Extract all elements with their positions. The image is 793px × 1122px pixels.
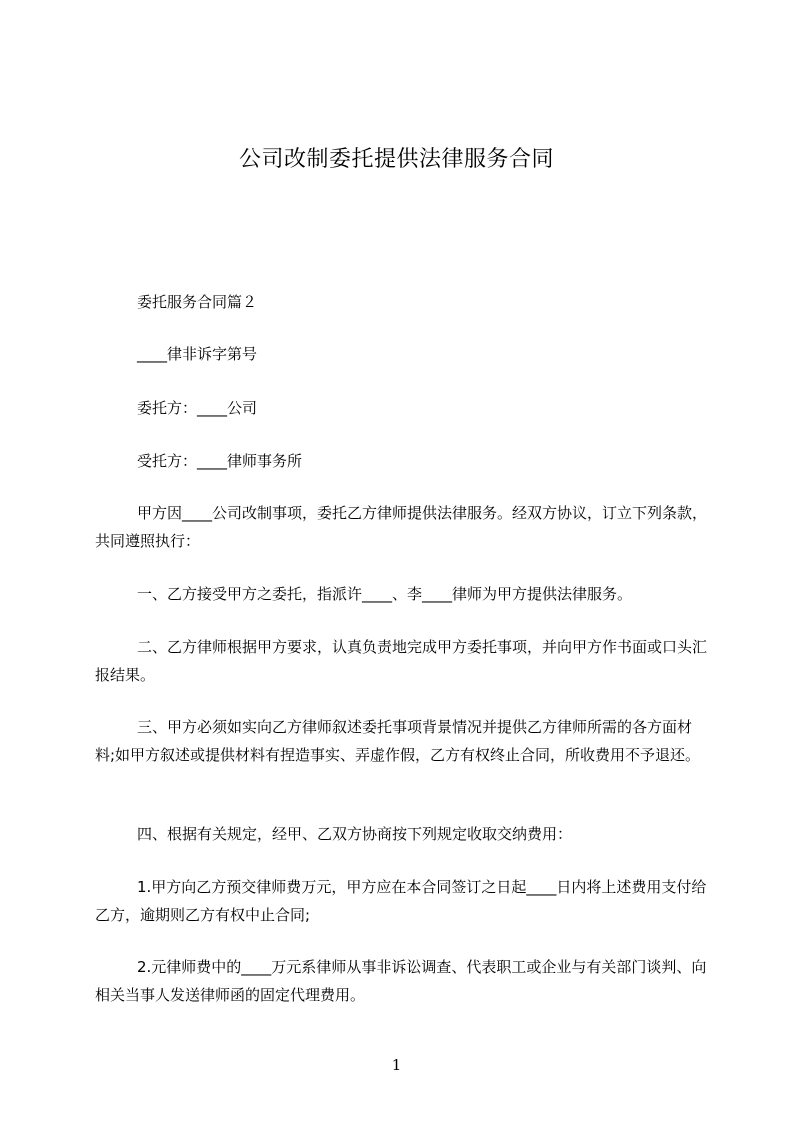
paragraph-trustee: 受托方：____律师事务所	[137, 452, 303, 470]
paragraph-clause-2: 二、乙方律师根据甲方要求，认真负责地完成甲方委托事项，并向甲方作书面或口头汇报结果。	[95, 638, 708, 684]
document-title: 公司改制委托提供法律服务合同	[238, 147, 554, 172]
paragraph-doc-number: ____律非诉字第号	[137, 345, 258, 363]
page-number: 1	[391, 1056, 402, 1074]
paragraph-intro: 甲方因____公司改制事项，委托乙方律师提供法律服务。经双方协议，订立下列条款，共同遵照执行：	[95, 504, 708, 550]
paragraph-clause-3: 三、甲方必须如实向乙方律师叙述委托事项背景情况并提供乙方律师所需的各方面材料;如甲方叙述或提供材料有捏造事实、弄虚作假，乙方有权终止合同，所收费用不予退还。	[95, 718, 701, 764]
paragraph-clause-4: 四、根据有关规定，经甲、乙双方协商按下列规定收取交纳费用：	[137, 825, 573, 843]
paragraph-fee-1: 1.甲方向乙方预交律师费万元，甲方应在本合同签订之日起____日内将上述费用支付给乙方，逾期则乙方有权中止合同;	[95, 878, 707, 924]
paragraph-client: 委托方：____公司	[137, 399, 258, 417]
paragraph-chapter: 委托服务合同篇２	[137, 293, 258, 311]
paragraph-clause-1: 一、乙方接受甲方之委托，指派许____、李____律师为甲方提供法律服务。	[137, 585, 633, 603]
paragraph-fee-2: 2.元律师费中的____万元系律师从事非诉讼调查、代表职工或企业与有关部门谈判、向相关当事人发送律师函的固定代理费用。	[95, 958, 707, 1004]
